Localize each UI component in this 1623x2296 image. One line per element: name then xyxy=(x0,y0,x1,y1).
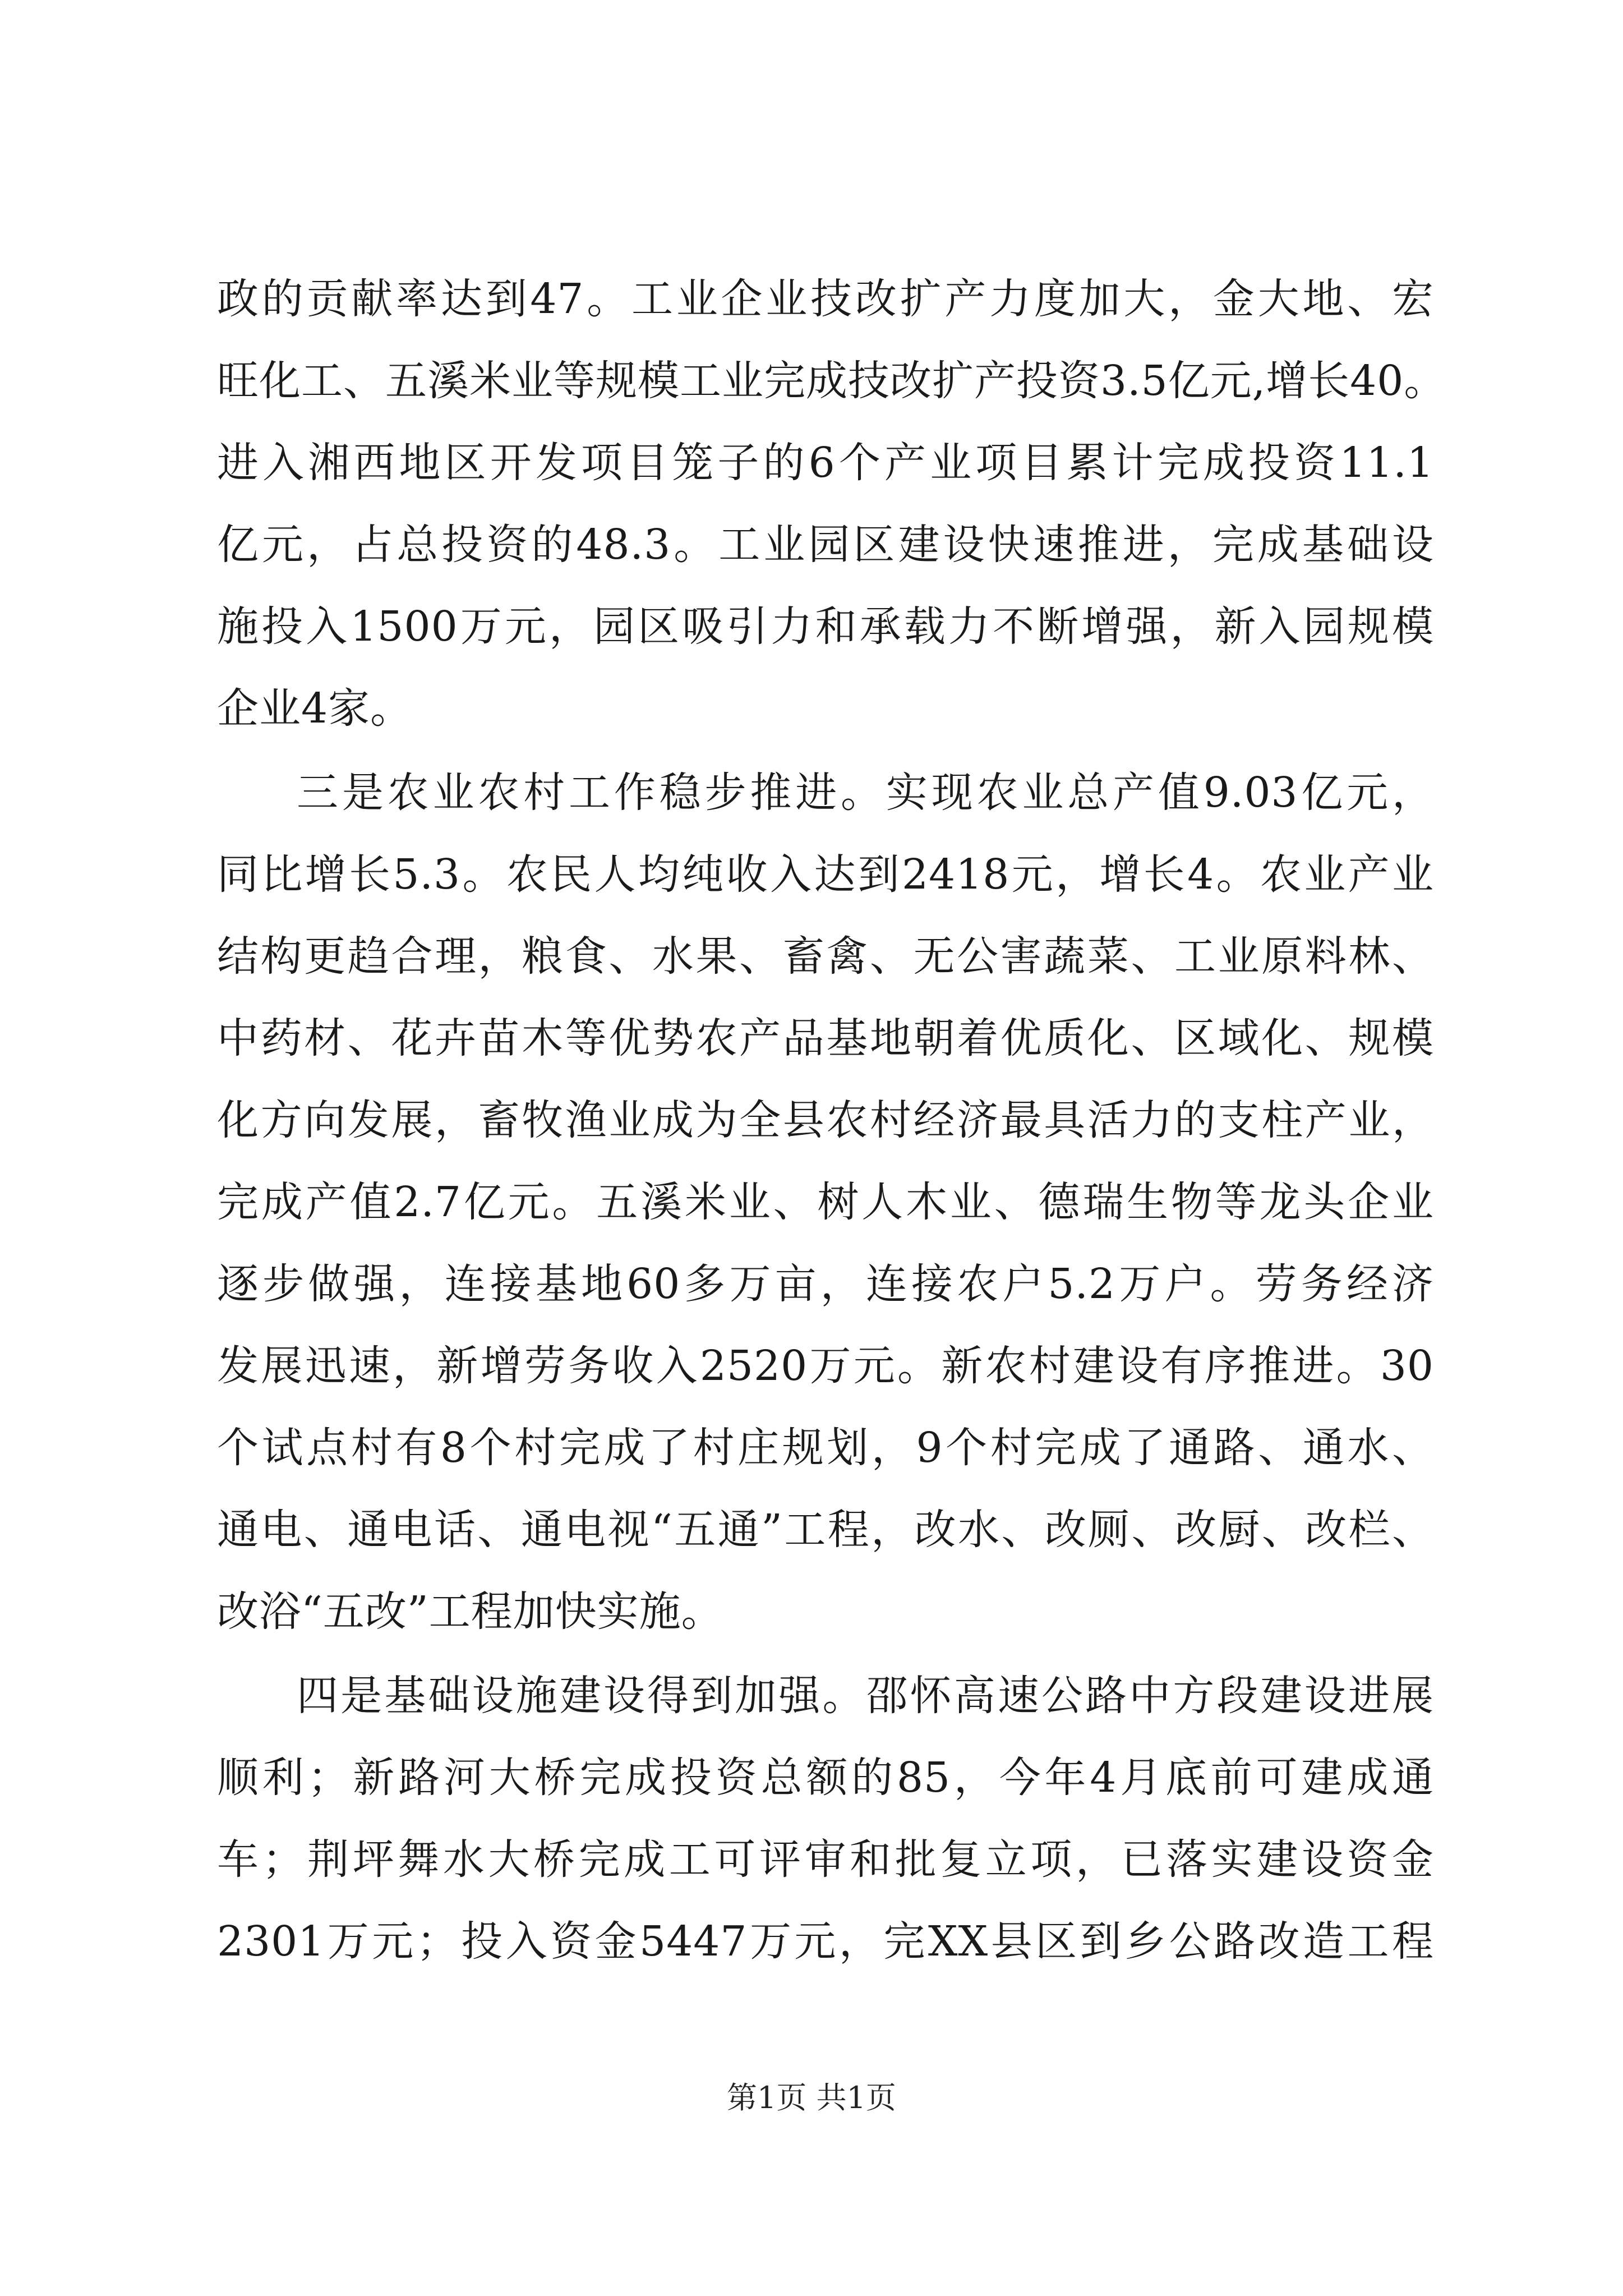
page-footer: 第1页 共1页 xyxy=(727,2080,896,2115)
paragraph-line: 通电、通电话、通电视“五通”工程，改水、改厕、改厨、改栏、 xyxy=(217,1506,1434,1554)
document-body xyxy=(217,258,1446,1982)
paragraph-line: 2301万元；投入资金5447万元，完XX县区到乡公路改造工程 xyxy=(217,1917,1434,1966)
paragraph-line: 改浴“五改”工程加快实施。 xyxy=(217,1588,723,1636)
paragraph-line: 完成产值2.7亿元。五溪米业、树人木业、德瑞生物等龙头企业 xyxy=(217,1178,1434,1226)
paragraph-line: 进入湘西地区开发项目笼子的6个产业项目累计完成投资11.1 xyxy=(217,439,1434,487)
paragraph-line: 顺利；新路河大桥完成投资总额的85，今年4月底前可建成通 xyxy=(217,1754,1434,1802)
paragraph-line: 四是基础设施建设得到加强。邵怀高速公路中方段建设进展 xyxy=(297,1672,1434,1720)
paragraph-line: 施投入1500万元，园区吸引力和承载力不断增强，新入园规模 xyxy=(217,602,1434,651)
paragraph-line: 旺化工、五溪米业等规模工业完成技改扩产投资3.5亿元,增长40。 xyxy=(217,357,1446,405)
paragraph-line: 三是农业农村工作稳步推进。实现农业总产值9.03亿元， xyxy=(297,769,1434,817)
paragraph-line: 车；荆坪舞水大桥完成工可评审和批复立项，已落实建设资金 xyxy=(217,1835,1434,1884)
paragraph-line: 逐步做强，连接基地60多万亩，连接农户5.2万户。劳务经济 xyxy=(217,1260,1434,1308)
paragraph-line: 化方向发展，畜牧渔业成为全县农村经济最具活力的支柱产业， xyxy=(217,1096,1434,1144)
paragraph-line: 个试点村有8个村完成了村庄规划，9个村完成了通路、通水、 xyxy=(217,1424,1434,1472)
paragraph-line: 结构更趋合理，粮食、水果、畜禽、无公害蔬菜、工业原料林、 xyxy=(217,932,1434,981)
paragraph-line: 中药材、花卉苗木等优势农产品基地朝着优质化、区域化、规模 xyxy=(217,1014,1434,1062)
paragraph-line: 企业4家。 xyxy=(217,684,413,733)
paragraph-line: 同比增长5.3。农民人均纯收入达到2418元，增长4。农业产业 xyxy=(217,850,1434,899)
paragraph-line: 发展迅速，新增劳务收入2520万元。新农村建设有序推进。30 xyxy=(217,1342,1434,1390)
paragraph-line: 亿元，占总投资的48.3。工业园区建设快速推进，完成基础设 xyxy=(217,521,1434,569)
paragraph-line: 政的贡献率达到47。工业企业技改扩产力度加大，金大地、宏 xyxy=(217,275,1434,323)
